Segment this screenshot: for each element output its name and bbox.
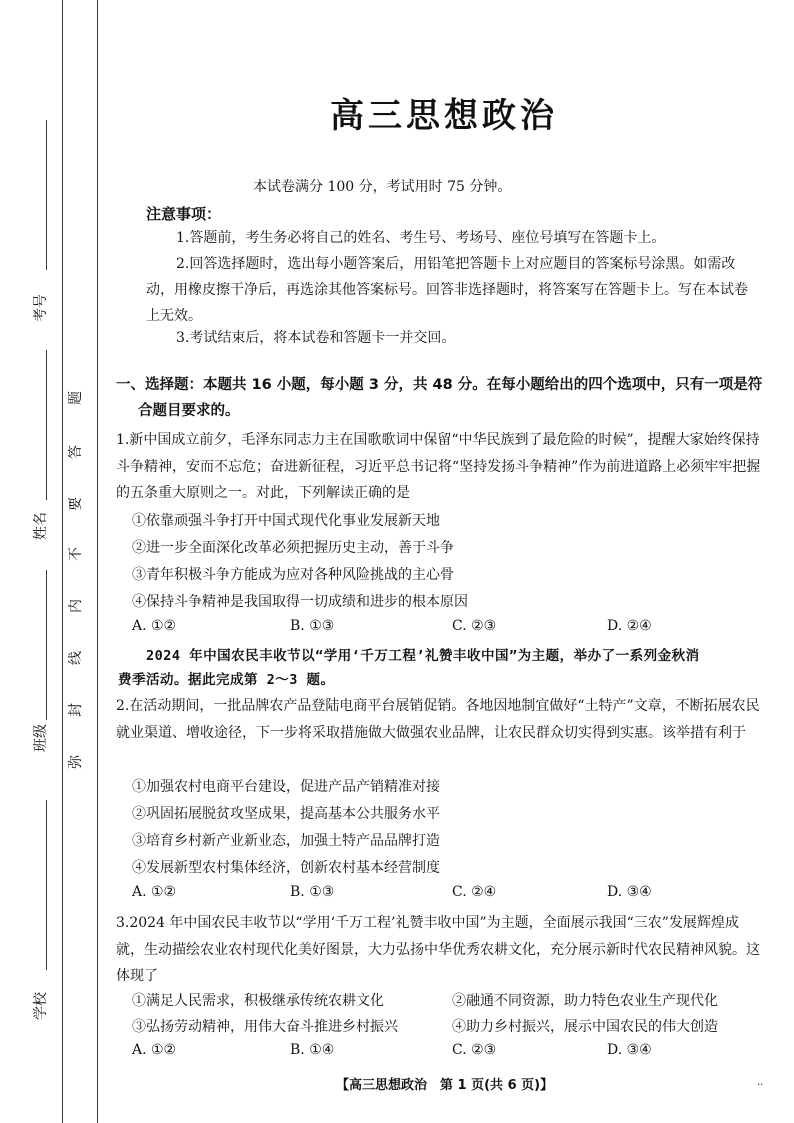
strip-inner-line (97, 0, 98, 1123)
choice-a: A. ①② (132, 884, 177, 900)
q3-option: ①满足人民需求，积极继承传统农耕文化 (132, 993, 384, 1009)
choice-d: D. ②④ (607, 618, 652, 634)
seal-char: 答 (68, 445, 84, 459)
q3-option: ③弘扬劳动精神，用伟大奋斗推进乡村振兴 (132, 1019, 398, 1035)
notes-heading: 注意事项： (146, 205, 222, 223)
q1-option: ②进一步全面深化改革必须把握历史主动，善于斗争 (132, 540, 454, 556)
q2-option: ③培育乡村新产业新业态，加强土特产品品牌打造 (132, 833, 440, 849)
q2-option: ①加强农村电商平台建设，促进产品产销精准对接 (132, 779, 440, 795)
exam-subtitle: 本试卷满分 100 分，考试用时 75 分钟。 (253, 179, 512, 195)
exam-title: 高三思想政治 (330, 96, 558, 136)
question-3-stem: 3.2024 年中国农民丰收节以“学用‘千万工程’礼赞丰收中国”为主题，全面展示我国“三农”发展辉煌成就，生动描绘农业农村现代化美好图景，大力弘扬中华优秀农耕文化，充分展示新时代农民精神风貌。这体现了 (116, 915, 760, 984)
page-footer: 【高三思想政治 第 1 页(共 6 页)】 (336, 1078, 554, 1093)
choice-d: D. ③④ (607, 884, 652, 900)
class-label: 班级 (33, 724, 49, 752)
binding-strip (0, 0, 100, 1123)
note-item: 3.考试结束后，将本试卷和答题卡一并交回。 (176, 330, 456, 346)
q2-option: ②巩固拓展脱贫攻坚成果，提高基本公共服务水平 (132, 806, 440, 822)
seal-char: 不 (68, 547, 84, 561)
question-1-stem: 1.新中国成立前夕，毛泽东同志力主在国歌歌词中保留“中华民族到了最危险的时候”，提醒大家始终保持斗争精神，安而不忘危；奋进新征程，习近平总书记将“坚持发扬斗争精神”作为前进道路上必须牢牢把握的五条重大原则之一。对此，下列解读正确的是 (116, 432, 761, 501)
q3-option: ④助力乡村振兴，展示中国农民的伟大创造 (452, 1019, 718, 1035)
exam-number-line (46, 120, 47, 270)
question-2-stem: 2.在活动期间，一批品牌农产品登陆电商平台展销促销。各地因地制宜做好“土特产”文章，不断拓展农民就业渠道、增收途径，下一步将采取措施做大做强农业品牌，让农民群众切实得到实惠。该举措有利于 (116, 698, 760, 741)
seal-char: 要 (68, 497, 84, 511)
school-line (46, 800, 47, 970)
choice-b: B. ①③ (290, 618, 335, 634)
q1-option: ④保持斗争精神是我国取得一切成绩和进步的根本原因 (132, 594, 468, 610)
choice-b: B. ①③ (290, 884, 335, 900)
note-item: 2.回答选择题时，选出每小题答案后，用铅笔把答题卡上对应题目的答案标号涂黑。如需改动，用橡皮擦干净后，再选涂其他答案标号。回答非选择题时，将答案写在答题卡上。写在本试卷上无效。 (146, 256, 748, 324)
choice-c: C. ②④ (452, 884, 497, 900)
seal-char: 弥 (68, 755, 84, 769)
material-line: 费季活动。据此完成第 2～3 题。 (118, 672, 335, 688)
material-line: 2024 年中国农民丰收节以“学用‘千万工程’礼赞丰收中国”为主题，举办了一系列金秋消 (146, 648, 700, 664)
seal-char: 题 (68, 391, 84, 405)
choice-a: A. ①② (132, 618, 177, 634)
seal-char: 封 (68, 703, 84, 717)
seal-char: 内 (68, 599, 84, 613)
section-heading (116, 372, 766, 424)
choice-c: C. ②③ (452, 1042, 497, 1058)
name-label: 姓名 (33, 512, 49, 540)
note-item: 1.答题前，考生务必将自己的姓名、考生号、考场号、座位号填写在答题卡上。 (176, 230, 666, 246)
seal-char: 线 (68, 651, 84, 665)
q1-option: ①依靠顽强斗争打开中国式现代化事业发展新天地 (132, 513, 440, 529)
name-line (46, 350, 47, 500)
material-passage (116, 644, 766, 692)
section-heading-line: 一、选择题：本题共 16 小题，每小题 3 分，共 48 分。在每小题给出的四个选项中，只有一项是符 (116, 377, 763, 393)
q3-option: ②融通不同资源，助力特色农业生产现代化 (452, 993, 718, 1009)
strip-outer-line (62, 0, 63, 1123)
corner-mark: ·· (757, 1080, 764, 1091)
school-label: 学校 (33, 992, 49, 1020)
exam-number-label: 考号 (33, 294, 49, 322)
choice-a: A. ①② (132, 1042, 177, 1058)
choice-d: D. ③④ (607, 1042, 652, 1058)
q1-option: ③青年积极斗争方能成为应对各种风险挑战的主心骨 (132, 567, 454, 583)
choice-c: C. ②③ (452, 618, 497, 634)
choice-b: B. ①④ (290, 1042, 335, 1058)
q2-option: ④发展新型农村集体经济，创新农村基本经营制度 (132, 860, 440, 876)
section-heading-line: 合题目要求的。 (138, 403, 240, 419)
class-line (46, 570, 47, 720)
